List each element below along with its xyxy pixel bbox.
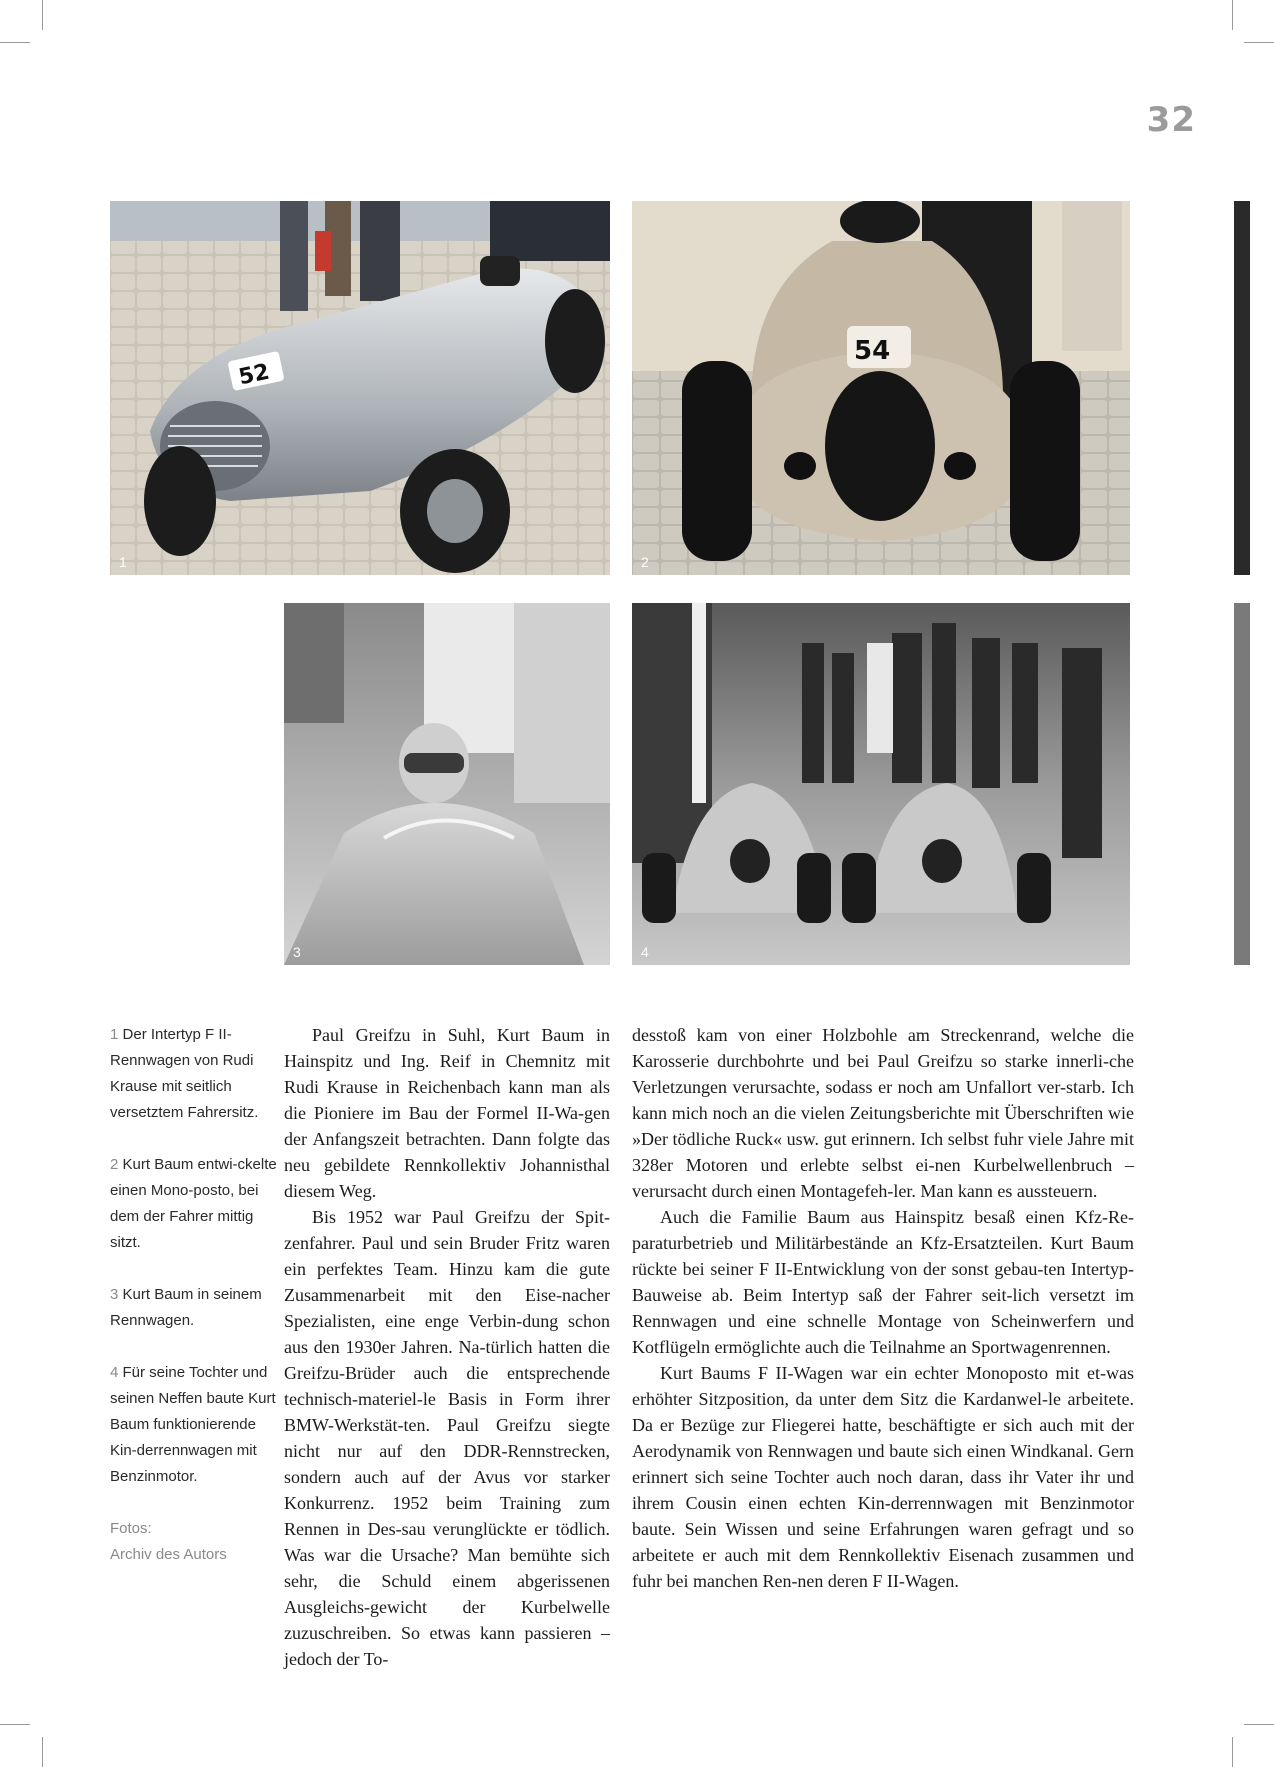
- crop-mark-tr-v: [1232, 0, 1233, 30]
- photo-number: 3: [293, 944, 301, 960]
- crop-mark-br-h: [1244, 1724, 1274, 1725]
- caption-4: 4 Für seine Tochter und seinen Neffen baute Kurt Baum funktionierende Kin-derrennwagen mit Benzinmotor.: [110, 1364, 276, 1485]
- paragraph: Paul Greifzu in Suhl, Kurt Baum in Hainspitz und Ing. Reif in Chemnitz mit Rudi Krause in Reichenbach kann man als die Pioniere im Bau der Formel II-Wa-gen der Anfangszeit betrachten. Dann folgte das neu gebildete Rennkollektiv Johannisthal diesem Weg.: [284, 1025, 610, 1201]
- photo-credits: Fotos: Archiv des Autors: [110, 1520, 227, 1563]
- race-car-52-image: [110, 201, 610, 575]
- photo-1: [110, 201, 610, 575]
- crop-mark-tl-v: [42, 0, 43, 30]
- paragraph: desstoß kam von einer Holzbohle am Streckenrand, welche die Karosserie durchbohrte und bei Paul Greifzu so starke innerli-che Verletzungen verursachte, sodass er noch am Unfallort ver-starb. Ich kann mich noch an die vielen Zeitungsberichte mit Überschriften wie »Der tödliche Ruck« usw. gut erinnern. Ich selbst fuhr viele Jahre mit 328er Motoren und erlebte selbst ei-nen Kurbelwellenbruch – verursacht durch einen Montagefeh-ler. Man kann es aussteuern.: [632, 1025, 1134, 1201]
- race-number-54: 54: [854, 336, 891, 366]
- photo-number: 1: [119, 554, 127, 570]
- kurt-baum-in-car-image: [284, 603, 610, 965]
- crop-mark-tl-h: [0, 42, 30, 43]
- adjacent-page-strip: [1234, 201, 1250, 575]
- race-number-52: 52: [236, 359, 272, 391]
- caption-3: 3 Kurt Baum in seinem Rennwagen.: [110, 1286, 262, 1329]
- body-column-2: [632, 1022, 1134, 1594]
- crop-mark-br-v: [1232, 1737, 1233, 1767]
- adjacent-page-strip-2: [1234, 603, 1250, 965]
- photo-number: 2: [641, 554, 649, 570]
- childrens-race-cars-image: [632, 603, 1130, 965]
- crop-mark-bl-h: [0, 1724, 30, 1725]
- crop-mark-bl-v: [42, 1737, 43, 1767]
- body-column-1: [284, 1022, 610, 1672]
- crop-mark-tr-h: [1244, 42, 1274, 43]
- race-car-54-front-image: [632, 201, 1130, 575]
- caption-column: [110, 1022, 280, 1594]
- photo-3: [284, 603, 610, 965]
- caption-2: 2 Kurt Baum entwi-ckelte einen Mono-posto, bei dem der Fahrer mittig sitzt.: [110, 1156, 277, 1251]
- paragraph: Auch die Familie Baum aus Hainspitz besaß einen Kfz-Re-paraturbetrieb und Militärbestände an Kfz-Ersatzteilen. Kurt Baum rückte bei seiner F II-Entwicklung von der sonst gebau-ten Intertyp-Bauweise ab. Beim Intertyp saß der Fahrer seit-lich versetzt im Rennwagen und eine schnelle Montage von Scheinwerfern und Kotflügeln ermöglichte auch die Teilnahme an Sportwagenrennen.: [632, 1207, 1134, 1357]
- page-number: 32: [1146, 100, 1196, 140]
- caption-1: 1 Der Intertyp F II-Rennwagen von Rudi Krause mit seitlich versetztem Fahrersitz.: [110, 1026, 259, 1121]
- paragraph: Bis 1952 war Paul Greifzu der Spit-zenfahrer. Paul und sein Bruder Fritz waren ein perfektes Team. Hinzu kam die gute Zusammenarbeit mit den Eise-nacher Spezialisten, eine enge Verbin-dung schon aus den 1930er Jahren. Na-türlich hatten die Greifzu-Brüder auch die entsprechende technisch-materiel-le Basis in Form ihrer BMW-Werkstät-ten. Paul Greifzu siegte nicht nur auf den DDR-Rennstrecken, sondern auch auf der Avus vor starker Konkurrenz. 1952 beim Training zum Rennen in Des-sau verunglückte er tödlich. Was war die Ursache? Man bemühte sich sehr, die Schuld einem abgerissenen Ausgleichs-gewicht der Kurbelwelle zuzuschreiben. So etwas kann passieren – jedoch der To-: [284, 1207, 610, 1669]
- photo-number: 4: [641, 944, 649, 960]
- photo-4: [632, 603, 1130, 965]
- paragraph: Kurt Baums F II-Wagen war ein echter Monoposto mit et-was erhöhter Sitzposition, da unter dem Sitz die Kardanwel-le arbeitete. Da er Bezüge zur Fliegerei hatte, beschäftigte er sich auch mit der Aerodynamik von Rennwagen und baute sich einen Windkanal. Gern erinnert sich seine Tochter auch noch daran, dass ihr Vater ihr und ihrem Cousin einen echten Kin-derrennwagen mit Benzinmotor baute. Sein Wissen und seine Erfahrungen waren gefragt und so arbeitete er auch mit dem Rennkollektiv Eisenach zusammen und fuhr bei manchen Ren-nen deren F II-Wagen.: [632, 1363, 1134, 1591]
- photo-2: [632, 201, 1130, 575]
